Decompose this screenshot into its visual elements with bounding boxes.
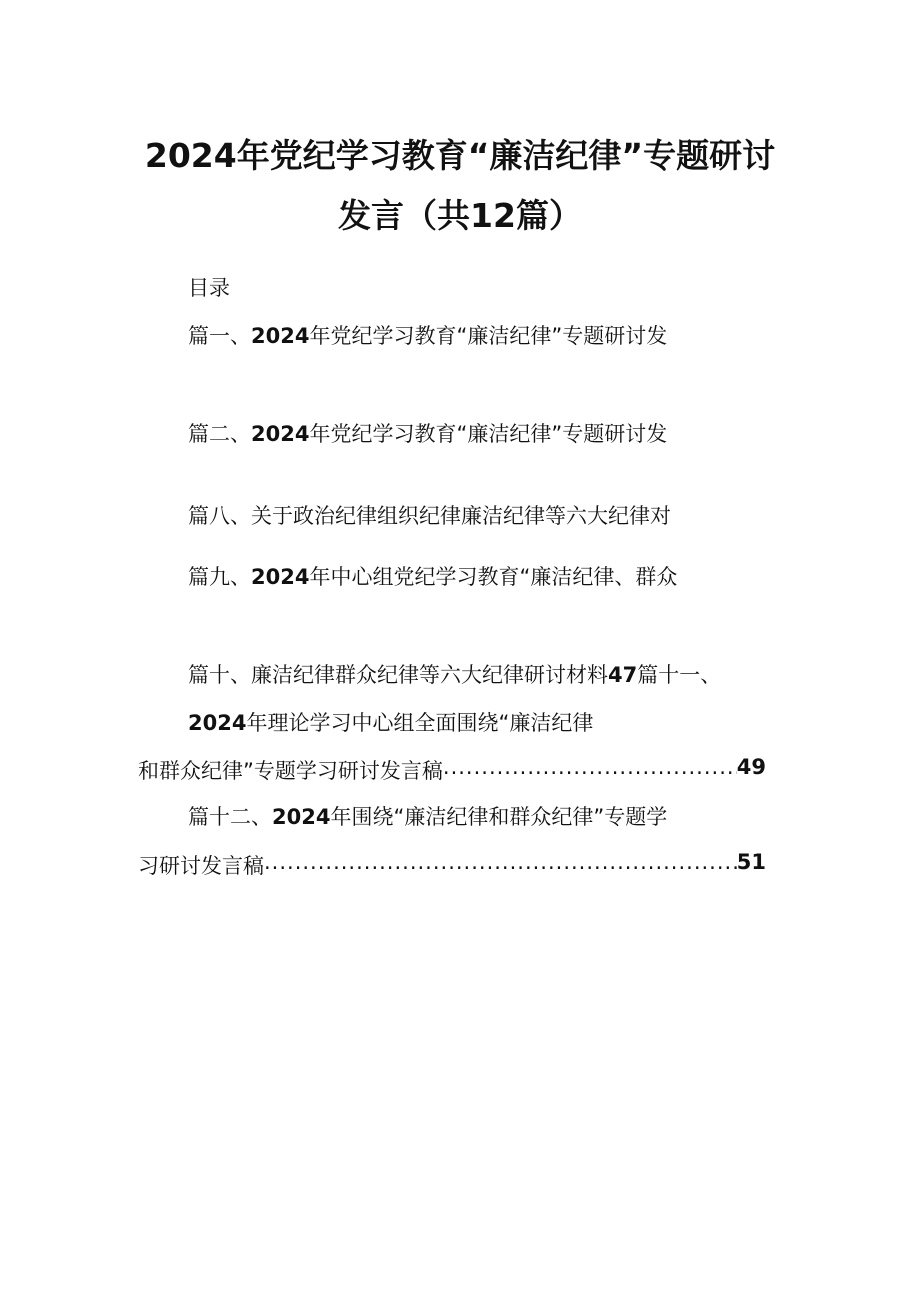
toc-entry-page: 51 (736, 850, 766, 874)
toc-heading: 目录 (188, 276, 230, 300)
toc-entry-1[interactable] (188, 320, 667, 350)
toc-entry-12[interactable] (188, 801, 667, 831)
toc-entry-page: 49 (736, 755, 766, 779)
toc-entry-8[interactable] (188, 500, 671, 530)
toc-entry-text: 和群众纪律”专题学习研讨发言稿 (138, 759, 443, 783)
toc-entry-year: 2024 (188, 711, 247, 735)
toc-entry-year: 2024 (251, 324, 310, 348)
toc-entry-text: 年围绕“廉洁纪律和群众纪律”专题学 (330, 805, 668, 829)
toc-entry-11-continued[interactable] (138, 755, 766, 785)
toc-entry-text: 习研讨发言稿 (138, 854, 264, 878)
toc-entry-year: 2024 (272, 805, 331, 829)
toc-dot-leader (264, 850, 737, 880)
toc-entry-text: 年中心组党纪学习教育“廉洁纪律、群众 (309, 565, 678, 589)
toc-entry-page: 47 (608, 663, 638, 687)
toc-entry-prefix: 篇十二、 (188, 805, 272, 829)
toc-entry-prefix: 篇一、 (188, 324, 251, 348)
toc-entry-prefix: 篇九、 (188, 565, 251, 589)
toc-entry-prefix: 篇二、 (188, 422, 251, 446)
toc-entry-text: 篇八、关于政治纪律组织纪律廉洁纪律等六大纪律对 (188, 504, 671, 528)
toc-entry-text: 篇十、廉洁纪律群众纪律等六大纪律研讨材料 (188, 663, 608, 687)
toc-entry-year: 2024 (251, 422, 310, 446)
toc-entry-text: 篇十一、 (637, 663, 722, 687)
document-title-line-1: 2024年党纪学习教育“廉洁纪律”专题研讨 (144, 136, 776, 175)
toc-entry-text: 年党纪学习教育“廉洁纪律”专题研讨发 (309, 422, 668, 446)
toc-entry-text: 年理论学习中心组全面围绕“廉洁纪律 (246, 711, 594, 735)
toc-entry-12-continued[interactable] (138, 850, 766, 880)
toc-dot-leader (443, 755, 737, 785)
toc-entry-2[interactable] (188, 418, 667, 448)
toc-entry-year: 2024 (251, 565, 310, 589)
toc-entry-10[interactable] (188, 659, 721, 689)
document-title-line-2: 发言（共12篇） (338, 196, 582, 235)
toc-entry-11[interactable] (188, 707, 593, 737)
toc-entry-9[interactable] (188, 561, 677, 591)
toc-entry-text: 年党纪学习教育“廉洁纪律”专题研讨发 (309, 324, 668, 348)
